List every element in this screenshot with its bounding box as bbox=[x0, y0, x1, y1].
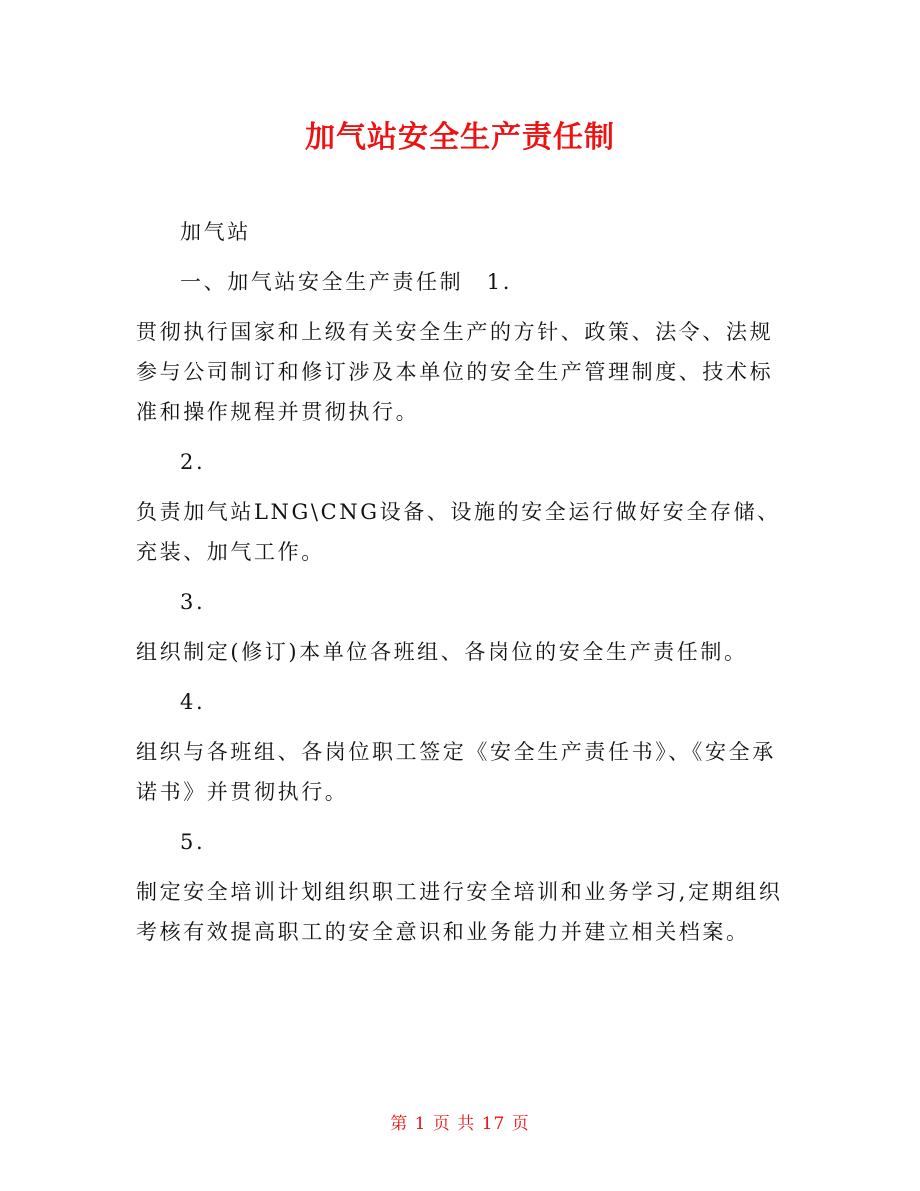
document-title: 加气站安全生产责任制 bbox=[305, 120, 615, 155]
paragraph-item-1: 贯彻执行国家和上级有关安全生产的方针、政策、法令、法规参与公司制订和修订涉及本单位的安全生产管理制度、技术标准和操作规程并贯彻执行。 bbox=[136, 320, 774, 424]
footer-middle: 页 共 bbox=[432, 1114, 476, 1134]
paragraph-number-2: 2. bbox=[180, 450, 206, 474]
paragraph-number-5: 5. bbox=[180, 830, 206, 854]
paragraph-station-name: 加气站 bbox=[180, 220, 251, 244]
document-body bbox=[136, 212, 796, 952]
footer-page-number: 1 bbox=[414, 1114, 427, 1134]
footer-prefix: 第 bbox=[390, 1114, 409, 1134]
paragraph-number-4: 4. bbox=[180, 690, 206, 714]
paragraph-item-5: 制定安全培训计划组织职工进行安全培训和业务学习,定期组织考核有效提高职工的安全意识和业务能力并建立相关档案。 bbox=[136, 880, 783, 944]
paragraph-section-heading: 一、加气站安全生产责任制 1. bbox=[180, 270, 513, 294]
paragraph-item-3: 组织制定(修订)本单位各班组、各岗位的安全生产责任制。 bbox=[136, 640, 748, 664]
paragraph-item-2: 负责加气站LNG\CNG设备、设施的安全运行做好安全存储、充装、加气工作。 bbox=[136, 500, 781, 564]
footer-suffix: 页 bbox=[511, 1114, 530, 1134]
page-footer bbox=[0, 1110, 920, 1138]
paragraph-item-4: 组织与各班组、各岗位职工签定《安全生产责任书》、《安全承诺书》并贯彻执行。 bbox=[136, 740, 776, 804]
footer-total-pages: 17 bbox=[481, 1114, 506, 1134]
paragraph-number-3: 3. bbox=[180, 590, 206, 614]
